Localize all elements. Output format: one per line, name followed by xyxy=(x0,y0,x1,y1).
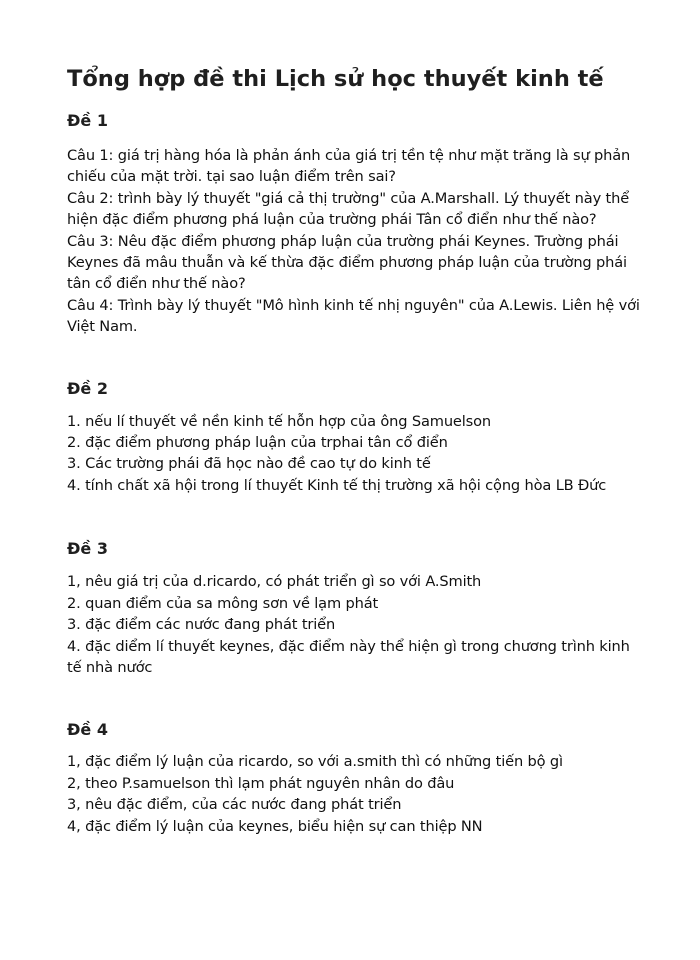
question-item: 4, đặc điểm lý luận của keynes, biểu hiện sự can thiệp NN xyxy=(67,817,483,835)
question-item: Câu 1: giá trị hàng hóa là phản ánh của giá trị tền tệ như mặt trăng là sự phản chiếu của mặt trời. tại sao luận điểm trên sai? xyxy=(67,147,631,186)
question-list-de-2 xyxy=(67,411,642,497)
question-item: Câu 3: Nêu đặc điểm phương pháp luận của trường phái Keynes. Trường phái Keynes đã mâu thuẫn và kế thừa đặc điểm phương pháp luận của trường phái tân cổ điển như thế nào? xyxy=(67,232,627,293)
question-item: 1, đặc điểm lý luận của ricardo, so với a.smith thì có những tiến bộ gì xyxy=(67,753,563,771)
question-item: 2. đặc điểm phương pháp luận của trphai tân cổ điển xyxy=(67,434,448,452)
section-heading-de-1: Đề 1 xyxy=(67,111,108,130)
section-heading-de-3: Đề 3 xyxy=(67,539,108,559)
question-item: 2, theo P.samuelson thì lạm phát nguyên nhân do đâu xyxy=(67,774,455,792)
question-item: 1, nêu giá trị của d.ricardo, có phát triển gì so với A.Smith xyxy=(67,573,482,591)
question-item: 4. tính chất xã hội trong lí thuyết Kinh tế thị trường xã hội cộng hòa LB Đức xyxy=(67,476,607,494)
question-item: 4. đặc diểm lí thuyết keynes, đặc điểm này thể hiện gì trong chương trình kinh tế nhà nước xyxy=(67,637,630,676)
question-item: 1. nếu lí thuyết về nền kinh tế hỗn hợp của ông Samuelson xyxy=(67,412,491,430)
question-item: Câu 2: trình bày lý thuyết "giá cả thị trường" của A.Marshall. Lý thuyết này thể hiện đặc điểm phương phá luận của trường phái Tân cổ điển như thế nào? xyxy=(67,189,630,229)
section-heading-de-2: Đề 2 xyxy=(67,378,108,398)
question-item: 3. đặc điểm các nước đang phát triển xyxy=(67,616,336,634)
question-item: 3. Các trường phái đã học nào đề cao tự do kinh tế xyxy=(67,455,431,473)
question-list-de-3 xyxy=(67,571,642,678)
question-list-de-4 xyxy=(67,751,642,837)
question-item: 3, nêu đặc điểm, của các nước đang phát triển xyxy=(67,796,402,814)
question-list-de-1 xyxy=(67,145,642,338)
question-item: Câu 4: Trình bày lý thuyết "Mô hình kinh tế nhị nguyên" của A.Lewis. Liên hệ với Việt Nam. xyxy=(67,296,640,336)
document-page xyxy=(67,60,642,837)
question-item: 2. quan điểm của sa mông sơn về lạm phát xyxy=(67,594,379,612)
document-title: Tổng hợp đề thi Lịch sử học thuyết kinh tế xyxy=(67,66,604,92)
section-heading-de-4: Đề 4 xyxy=(67,720,108,740)
